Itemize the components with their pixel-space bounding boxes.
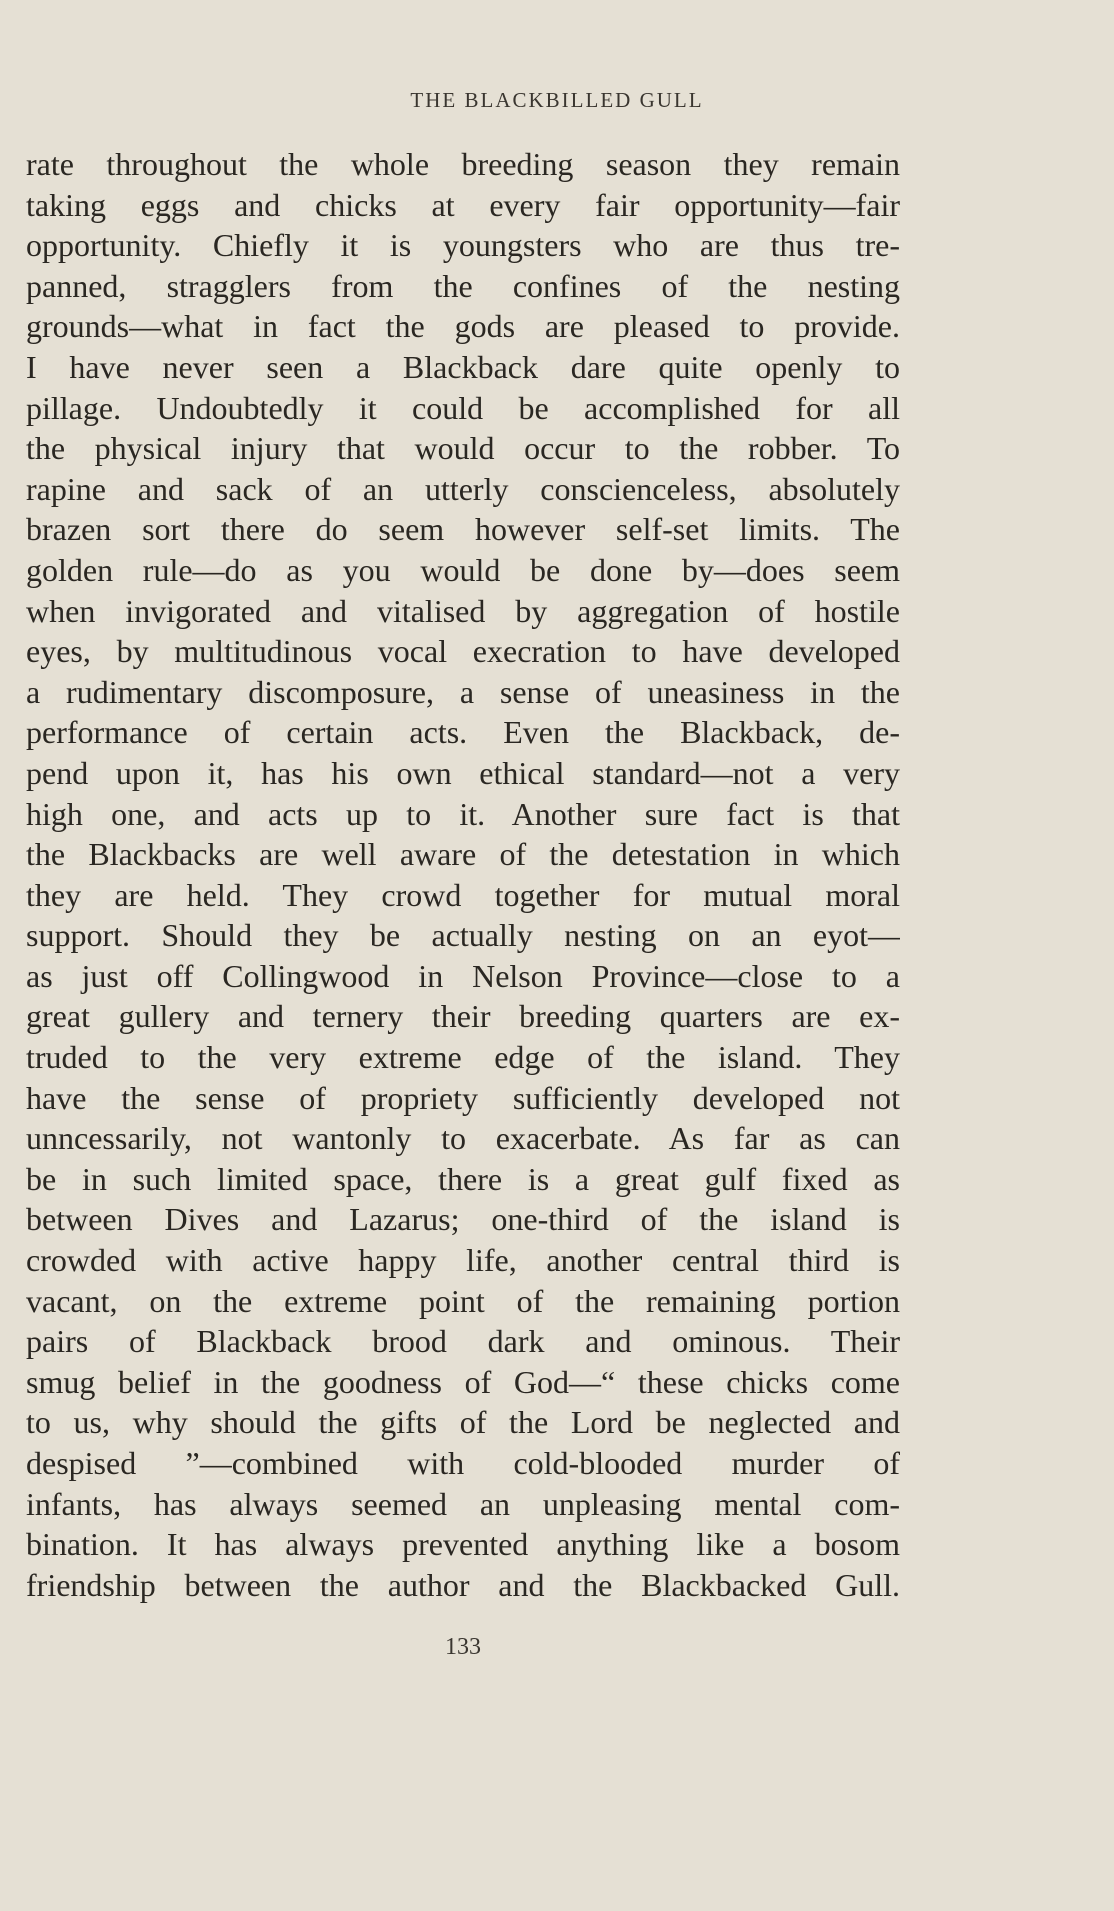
text-line: to us, why should the gifts of the Lord be neglected and (26, 1404, 900, 1441)
text-line: grounds—what in fact the gods are pleased to provide. (26, 308, 900, 345)
text-line: as just off Collingwood in Nelson Province—close to a (26, 957, 900, 994)
text-line: panned, stragglers from the confines of the nesting (26, 267, 900, 304)
text-line: infants, has always seemed an unpleasing mental com- (26, 1485, 900, 1522)
text-line: pend upon it, has his own ethical standard—not a very (26, 754, 900, 791)
text-line: performance of certain acts. Even the Blackback, de- (26, 714, 900, 751)
running-head: THE BLACKBILLED GULL (410, 88, 704, 112)
text-line: a rudimentary discomposure, a sense of uneasiness in the (26, 673, 900, 710)
text-line: the physical injury that would occur to the robber. To (26, 430, 900, 467)
text-line: truded to the very extreme edge of the island. They (26, 1039, 900, 1076)
text-line: brazen sort there do seem however self-set limits. The (26, 511, 900, 548)
text-line: pairs of Blackback brood dark and ominous. Their (26, 1323, 900, 1360)
text-line: opportunity. Chiefly it is youngsters who are thus tre- (26, 227, 900, 264)
text-line: despised ”—combined with cold-blooded murder of (26, 1445, 900, 1481)
text-line: taking eggs and chicks at every fair opportunity—fair (26, 186, 900, 223)
text-line: the Blackbacks are well aware of the detestation in which (26, 836, 900, 873)
text-line: support. Should they be actually nesting on an eyot— (26, 917, 900, 954)
text-line: rate throughout the whole breeding season they remain (26, 146, 900, 182)
text-line: friendship between the author and the Blackbacked Gull. (26, 1566, 900, 1603)
body-paragraph (26, 144, 900, 1605)
text-line: when invigorated and vitalised by aggregation of hostile (26, 592, 900, 629)
text-line: great gullery and ternery their breeding quarters are ex- (26, 998, 900, 1035)
text-line: pillage. Undoubtedly it could be accomplished for all (26, 389, 900, 426)
page-number: 133 (445, 1634, 481, 1660)
text-line: between Dives and Lazarus; one-third of the island is (26, 1201, 900, 1238)
text-line: rapine and sack of an utterly conscienceless, absolutely (26, 470, 900, 507)
text-line: high one, and acts up to it. Another sure fact is that (26, 795, 900, 832)
text-line: golden rule—do as you would be done by—does seem (26, 551, 900, 588)
text-line: crowded with active happy life, another central third is (26, 1242, 900, 1279)
text-line: vacant, on the extreme point of the remaining portion (26, 1282, 900, 1319)
text-line: I have never seen a Blackback dare quite openly to (26, 348, 900, 385)
text-line: bination. It has always prevented anything like a bosom (26, 1526, 900, 1563)
text-line: they are held. They crowd together for mutual moral (26, 876, 900, 913)
text-line: eyes, by multitudinous vocal execration to have developed (26, 633, 900, 670)
text-line: unncessarily, not wantonly to exacerbate. As far as can (26, 1120, 900, 1157)
text-line: smug belief in the goodness of God—“ these chicks come (26, 1363, 900, 1400)
text-line: be in such limited space, there is a great gulf fixed as (26, 1160, 900, 1197)
text-line: have the sense of propriety sufficiently developed not (26, 1079, 900, 1116)
